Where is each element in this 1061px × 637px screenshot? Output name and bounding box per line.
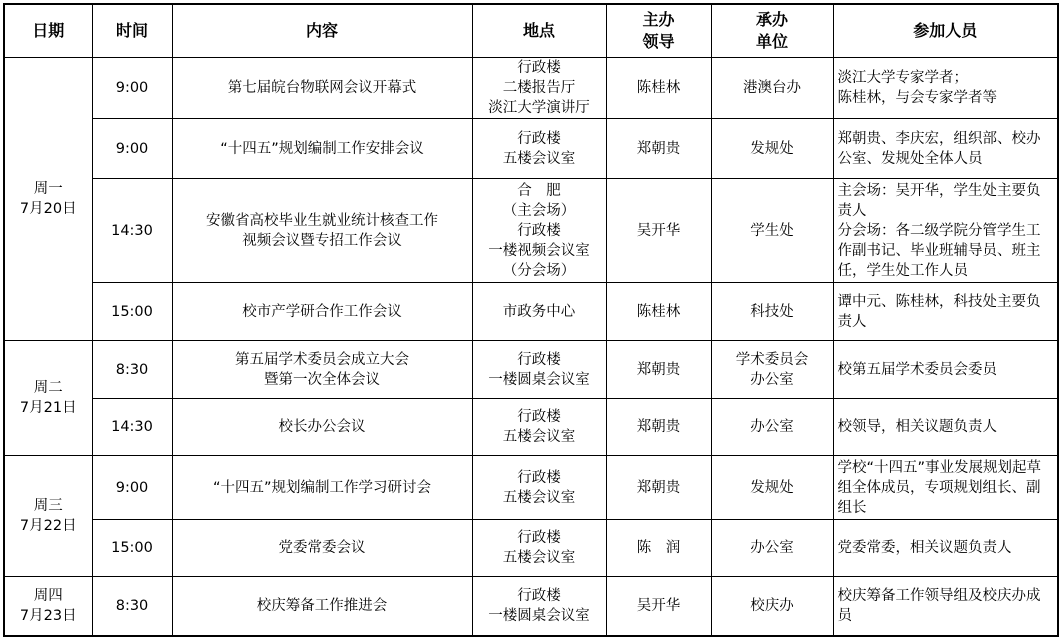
content-cell: “十四五”规划编制工作学习研讨会 — [172, 456, 472, 520]
attendees-cell: 学校“十四五”事业发展规划起草组全体成员，专项规划组长、副组长 — [833, 456, 1058, 520]
place-cell: 行政楼 五楼会议室 — [472, 456, 606, 520]
content-cell: 安徽省高校毕业生就业统计核查工作 视频会议暨专招工作会议 — [172, 179, 472, 283]
leader-cell: 陈 润 — [606, 520, 711, 577]
time-cell: 15:00 — [92, 283, 172, 341]
leader-cell: 郑朝贵 — [606, 456, 711, 520]
time-cell: 9:00 — [92, 119, 172, 179]
place-cell: 行政楼 一楼圆桌会议室 — [472, 341, 606, 399]
unit-cell: 发规处 — [711, 456, 833, 520]
unit-cell: 校庆办 — [711, 577, 833, 636]
leader-cell: 郑朝贵 — [606, 399, 711, 456]
leader-cell: 郑朝贵 — [606, 119, 711, 179]
header-row — [4, 4, 1058, 58]
leader-cell: 陈桂林 — [606, 58, 711, 119]
header-unit: 承办 单位 — [711, 4, 833, 58]
place-cell: 行政楼 二楼报告厅 淡江大学演讲厅 — [472, 58, 606, 119]
content-cell: 校市产学研合作工作会议 — [172, 283, 472, 341]
unit-cell: 科技处 — [711, 283, 833, 341]
place-cell: 行政楼 一楼圆桌会议室 — [472, 577, 606, 636]
place-cell: 合 肥 （主会场） 行政楼 一楼视频会议室 （分会场） — [472, 179, 606, 283]
leader-cell: 郑朝贵 — [606, 341, 711, 399]
day-cell: 周四 7月23日 — [4, 577, 92, 636]
place-cell: 行政楼 五楼会议室 — [472, 119, 606, 179]
time-cell: 14:30 — [92, 399, 172, 456]
table-row — [4, 179, 1058, 283]
table-row — [4, 119, 1058, 179]
time-cell: 15:00 — [92, 520, 172, 577]
day-cell: 周三 7月22日 — [4, 456, 92, 577]
header-date: 日期 — [4, 4, 92, 58]
table-row — [4, 283, 1058, 341]
time-cell: 8:30 — [92, 341, 172, 399]
table-row — [4, 456, 1058, 520]
content-cell: 校长办公会议 — [172, 399, 472, 456]
content-cell: 党委常委会议 — [172, 520, 472, 577]
attendees-cell: 淡江大学专家学者； 陈桂林，与会专家学者等 — [833, 58, 1058, 119]
leader-cell: 陈桂林 — [606, 283, 711, 341]
header-place: 地点 — [472, 4, 606, 58]
unit-cell: 发规处 — [711, 119, 833, 179]
time-cell: 9:00 — [92, 58, 172, 119]
content-cell: 校庆筹备工作推进会 — [172, 577, 472, 636]
content-cell: “十四五”规划编制工作安排会议 — [172, 119, 472, 179]
unit-cell: 港澳台办 — [711, 58, 833, 119]
unit-cell: 学术委员会 办公室 — [711, 341, 833, 399]
unit-cell: 办公室 — [711, 520, 833, 577]
table-row — [4, 58, 1058, 119]
table-row — [4, 520, 1058, 577]
time-cell: 8:30 — [92, 577, 172, 636]
attendees-cell: 校庆筹备工作领导组及校庆办成员 — [833, 577, 1058, 636]
day-cell: 周一 7月20日 — [4, 58, 92, 341]
attendees-cell: 郑朝贵、李庆宏，组织部、校办公室、发规处全体人员 — [833, 119, 1058, 179]
table-row — [4, 341, 1058, 399]
day-cell: 周二 7月21日 — [4, 341, 92, 456]
place-cell: 行政楼 五楼会议室 — [472, 520, 606, 577]
place-cell: 行政楼 五楼会议室 — [472, 399, 606, 456]
table-row — [4, 399, 1058, 456]
attendees-cell: 校领导，相关议题负责人 — [833, 399, 1058, 456]
time-cell: 14:30 — [92, 179, 172, 283]
header-content: 内容 — [172, 4, 472, 58]
place-cell: 市政务中心 — [472, 283, 606, 341]
attendees-cell: 校第五届学术委员会委员 — [833, 341, 1058, 399]
attendees-cell: 谭中元、陈桂林，科技处主要负责人 — [833, 283, 1058, 341]
header-leader: 主办 领导 — [606, 4, 711, 58]
leader-cell: 吴开华 — [606, 179, 711, 283]
table-row — [4, 577, 1058, 636]
time-cell: 9:00 — [92, 456, 172, 520]
schedule-table — [3, 3, 1059, 637]
header-attendees: 参加人员 — [833, 4, 1058, 58]
unit-cell: 办公室 — [711, 399, 833, 456]
unit-cell: 学生处 — [711, 179, 833, 283]
content-cell: 第七届皖台物联网会议开幕式 — [172, 58, 472, 119]
attendees-cell: 党委常委，相关议题负责人 — [833, 520, 1058, 577]
attendees-cell: 主会场：吴开华，学生处主要负责人 分会场：各二级学院分管学生工作副书记、毕业班辅导员、班主任，学生处工作人员 — [833, 179, 1058, 283]
content-cell: 第五届学术委员会成立大会 暨第一次全体会议 — [172, 341, 472, 399]
header-time: 时间 — [92, 4, 172, 58]
leader-cell: 吴开华 — [606, 577, 711, 636]
